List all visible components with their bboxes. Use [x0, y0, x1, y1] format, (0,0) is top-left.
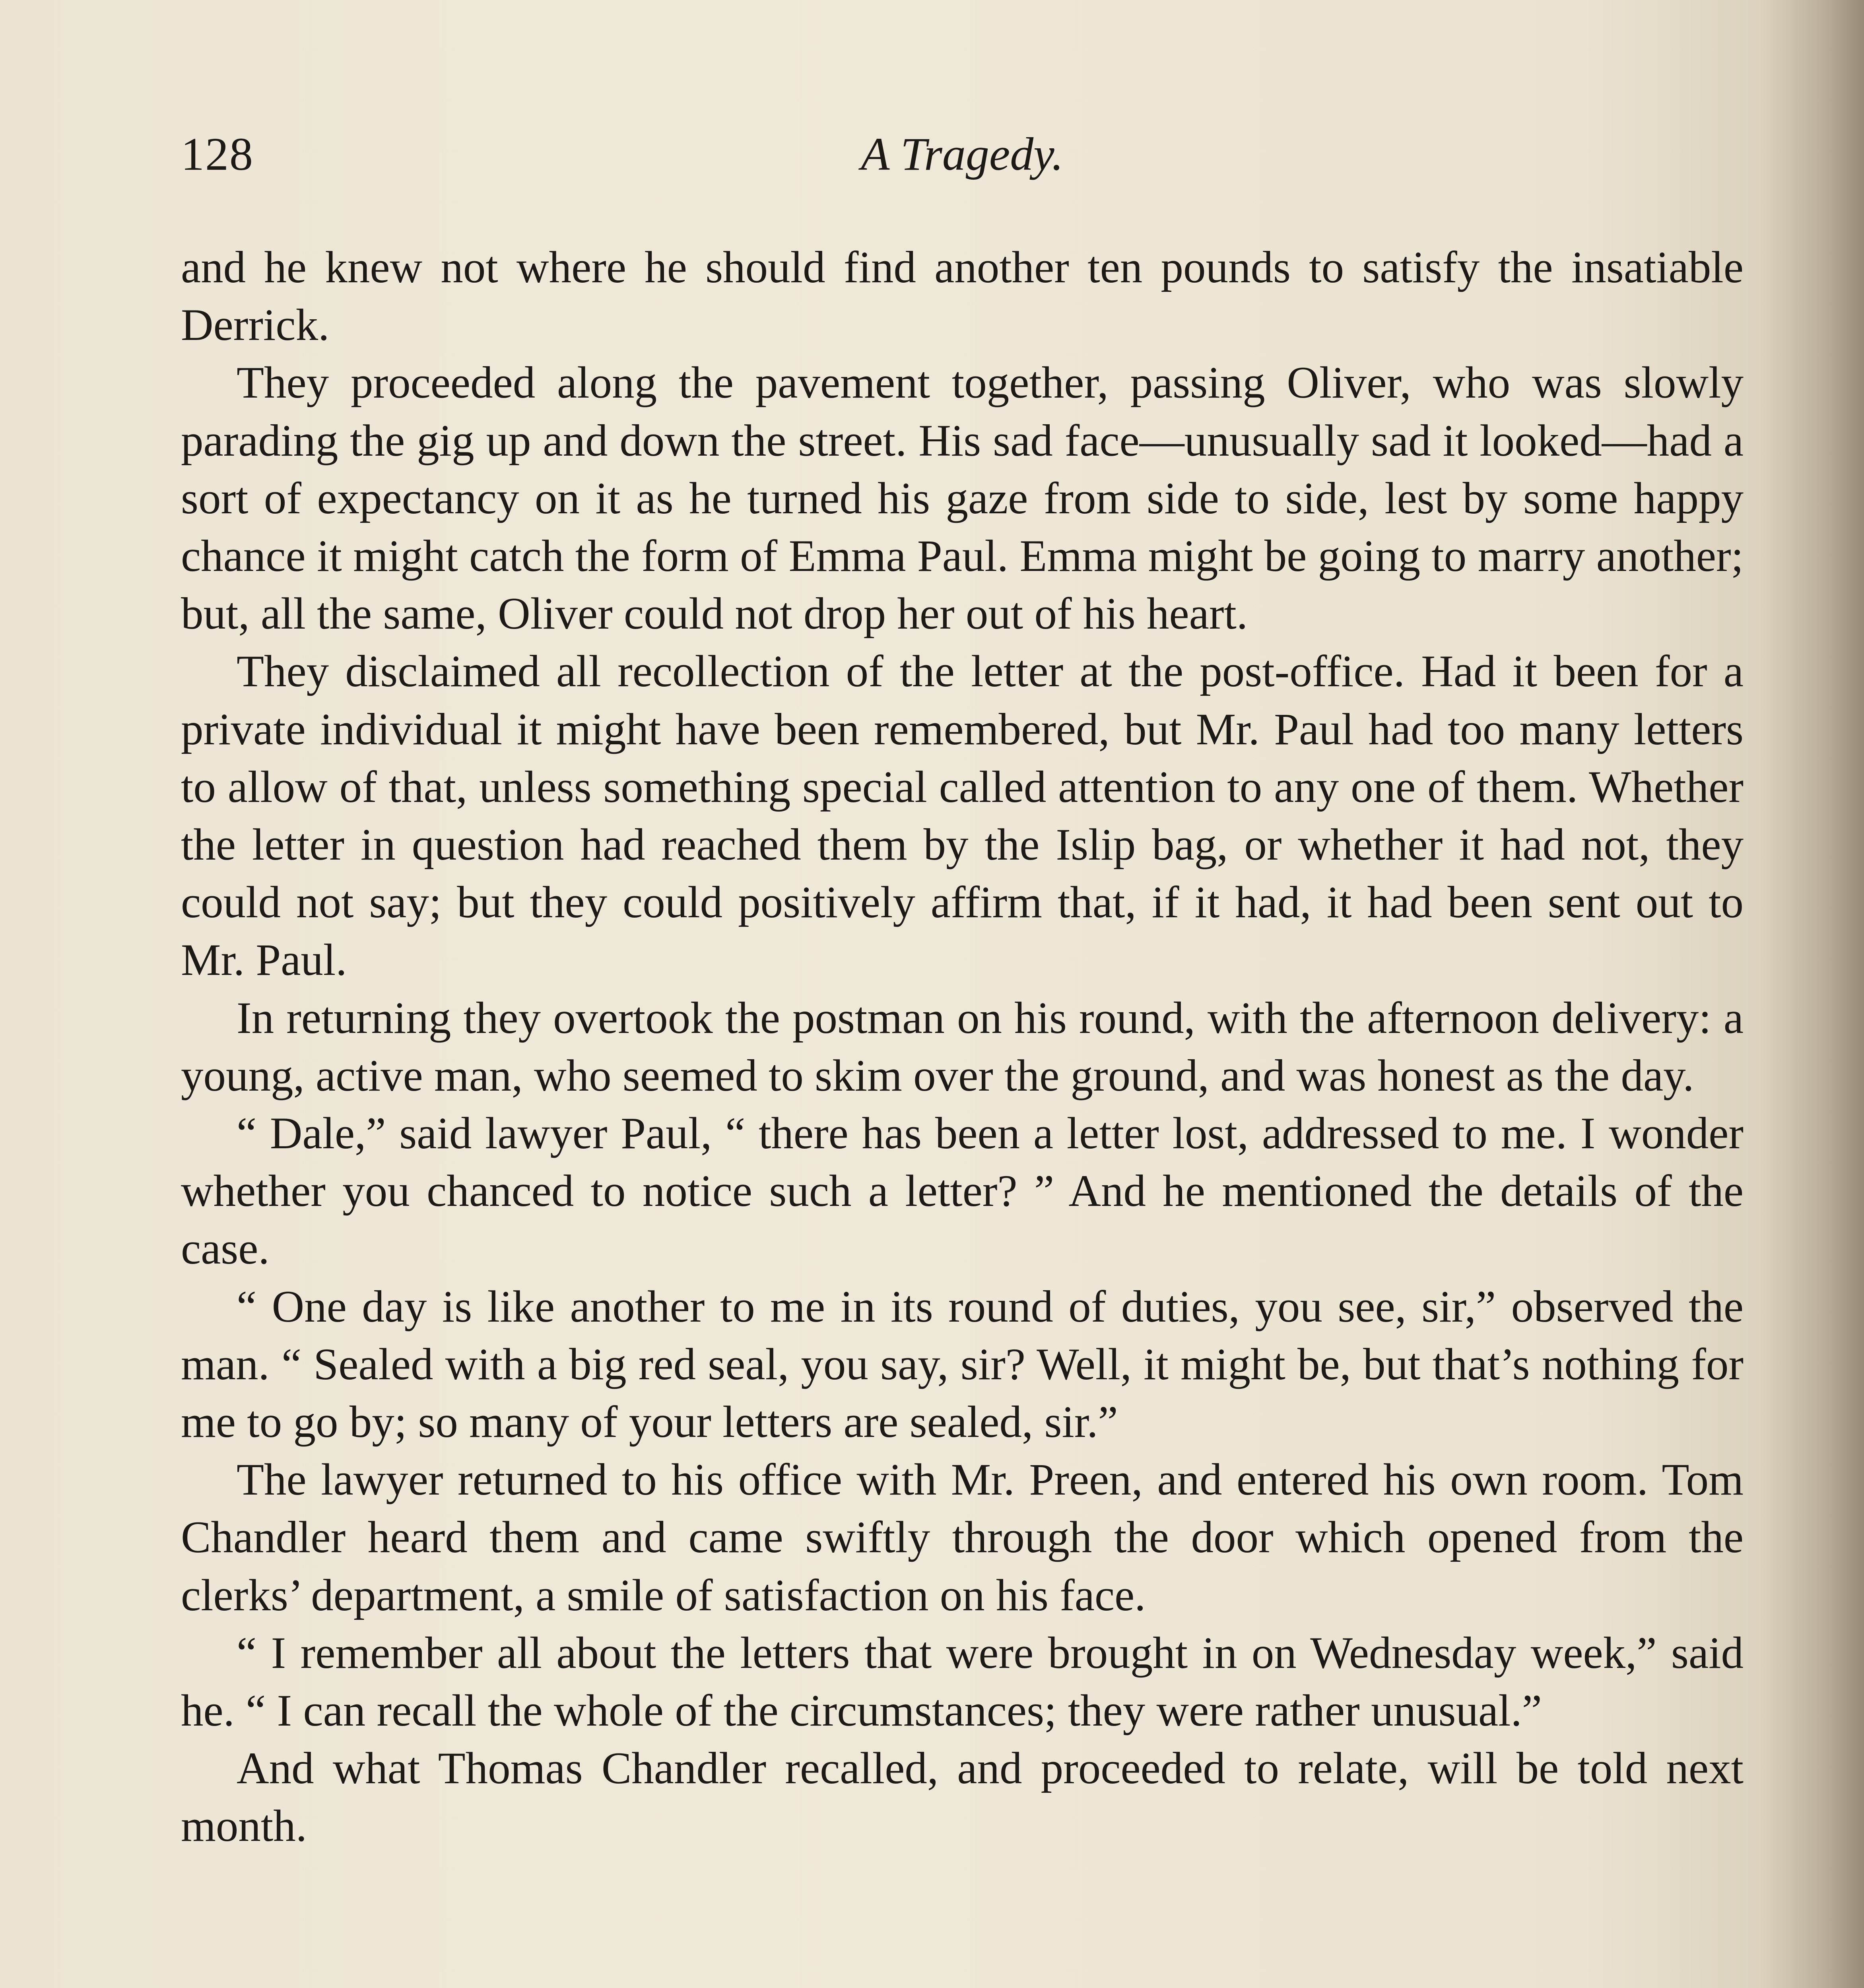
paragraph: “ Dale,” said lawyer Paul, “ there has been a letter lost, addressed to me. I wonder whether you chanced to notice such a letter? ” And he mentioned the details of the case.	[181, 1109, 1744, 1274]
paragraph: “ I remember all about the letters that were brought in on Wednesday week,” said he. “ I can recall the whole of the circumstances; they were rather unusual.”	[181, 1628, 1744, 1736]
page-gutter-shadow	[1761, 0, 1864, 1988]
paragraph: The lawyer returned to his office with Mr. Preen, and entered his own room. Tom Chandler heard them and came swiftly through the door which opened from the clerks’ department, a smile of satisfaction on his face.	[181, 1455, 1744, 1620]
paragraph: In returning they overtook the postman on his round, with the afternoon delivery: a young, active man, who seemed to skim over the ground, and was honest as the day.	[181, 993, 1744, 1101]
paragraph: and he knew not where he should find another ten pounds to satisfy the insatiable Derrick.	[181, 243, 1744, 350]
page-number: 128	[181, 128, 254, 180]
body-text	[181, 239, 1744, 1855]
running-title: A Tragedy.	[861, 128, 1064, 180]
paragraph: They proceeded along the pavement together, passing Oliver, who was slowly parading the gig up and down the street. His sad face—unusually sad it looked—had a sort of expectancy on it as he turned his gaze from side to side, lest by some happy chance it might catch the form of Emma Paul. Emma might be going to marry another; but, all the same, Oliver could not drop her out of his heart.	[181, 358, 1744, 639]
paragraph: “ One day is like another to me in its round of duties, you see, sir,” observed the man. “ Sealed with a big red seal, you say, sir? Well, it might be, but that’s nothing for me to go by; so many of your letters are sealed, sir.”	[181, 1281, 1744, 1447]
paragraph: They disclaimed all recollection of the letter at the post-office. Had it been for a private individual it might have been remembered, but Mr. Paul had too many letters to allow of that, unless something special called attention to any one of them. Whether the letter in question had reached them by the Islip bag, or whether it had not, they could not say; but they could positively affirm that, if it had, it had been sent out to Mr. Paul.	[181, 646, 1744, 985]
page-header	[181, 119, 1744, 191]
paragraph: And what Thomas Chandler recalled, and proceeded to relate, will be told next month.	[181, 1743, 1744, 1851]
